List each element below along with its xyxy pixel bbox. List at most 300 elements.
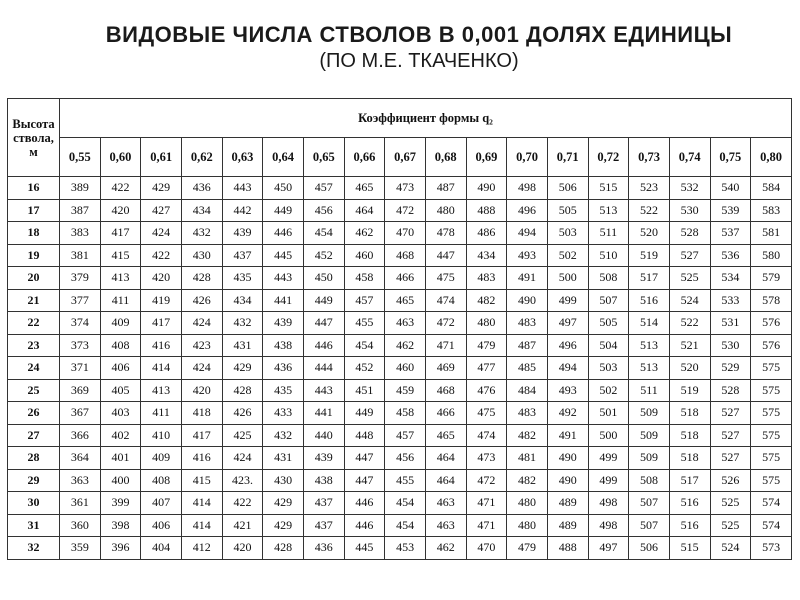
value-cell: 422: [100, 177, 141, 200]
value-cell: 457: [385, 424, 426, 447]
value-cell: 531: [710, 312, 751, 335]
value-cell: 488: [547, 537, 588, 560]
value-cell: 480: [466, 312, 507, 335]
column-header: 0,66: [344, 138, 385, 177]
value-cell: 434: [222, 289, 263, 312]
value-cell: 446: [344, 514, 385, 537]
value-cell: 361: [60, 492, 101, 515]
column-header: 0,70: [507, 138, 548, 177]
value-cell: 497: [588, 537, 629, 560]
value-cell: 438: [303, 469, 344, 492]
value-cell: 496: [507, 199, 548, 222]
value-cell: 462: [425, 537, 466, 560]
column-header: 0,64: [263, 138, 304, 177]
value-cell: 518: [669, 402, 710, 425]
value-cell: 447: [303, 312, 344, 335]
value-cell: 580: [751, 244, 792, 267]
value-cell: 411: [100, 289, 141, 312]
column-header: 0,65: [303, 138, 344, 177]
value-cell: 496: [547, 334, 588, 357]
value-cell: 449: [303, 289, 344, 312]
value-cell: 446: [263, 222, 304, 245]
value-cell: 482: [466, 289, 507, 312]
value-cell: 573: [751, 537, 792, 560]
value-cell: 430: [263, 469, 304, 492]
value-cell: 364: [60, 447, 101, 470]
value-cell: 510: [588, 244, 629, 267]
value-cell: 415: [100, 244, 141, 267]
value-cell: 454: [385, 492, 426, 515]
value-cell: 450: [303, 267, 344, 290]
value-cell: 459: [385, 379, 426, 402]
value-cell: 449: [263, 199, 304, 222]
row-height-cell: 32: [8, 537, 60, 560]
table-body: [8, 177, 792, 560]
column-header: 0,60: [100, 138, 141, 177]
value-cell: 420: [141, 267, 182, 290]
value-cell: 524: [710, 537, 751, 560]
column-header: 0,74: [669, 138, 710, 177]
row-height-cell: 27: [8, 424, 60, 447]
value-cell: 499: [588, 447, 629, 470]
value-cell: 502: [547, 244, 588, 267]
value-cell: 481: [507, 447, 548, 470]
value-cell: 490: [547, 469, 588, 492]
value-cell: 407: [141, 492, 182, 515]
value-cell: 490: [466, 177, 507, 200]
value-cell: 409: [141, 447, 182, 470]
value-cell: 579: [751, 267, 792, 290]
value-cell: 417: [100, 222, 141, 245]
value-cell: 381: [60, 244, 101, 267]
column-header: 0,71: [547, 138, 588, 177]
value-cell: 575: [751, 402, 792, 425]
column-header: 0,75: [710, 138, 751, 177]
value-cell: 422: [222, 492, 263, 515]
value-cell: 409: [100, 312, 141, 335]
value-cell: 575: [751, 447, 792, 470]
value-cell: 424: [181, 312, 222, 335]
value-cell: 446: [303, 334, 344, 357]
value-cell: 457: [344, 289, 385, 312]
value-cell: 518: [669, 424, 710, 447]
value-cell: 483: [507, 402, 548, 425]
value-cell: 508: [629, 469, 670, 492]
value-cell: 452: [303, 244, 344, 267]
column-header: 0,73: [629, 138, 670, 177]
row-height-cell: 25: [8, 379, 60, 402]
value-cell: 359: [60, 537, 101, 560]
value-cell: 486: [466, 222, 507, 245]
value-cell: 581: [751, 222, 792, 245]
row-height-cell: 20: [8, 267, 60, 290]
value-cell: 516: [669, 492, 710, 515]
value-cell: 426: [222, 402, 263, 425]
table-row: [8, 379, 792, 402]
value-cell: 418: [181, 402, 222, 425]
value-cell: 485: [507, 357, 548, 380]
row-height-cell: 29: [8, 469, 60, 492]
value-cell: 455: [385, 469, 426, 492]
value-cell: 533: [710, 289, 751, 312]
value-cell: 509: [629, 447, 670, 470]
value-cell: 528: [669, 222, 710, 245]
value-cell: 389: [60, 177, 101, 200]
value-cell: 525: [710, 514, 751, 537]
value-cell: 445: [263, 244, 304, 267]
value-cell: 527: [710, 402, 751, 425]
value-cell: 479: [466, 334, 507, 357]
table-row: [8, 199, 792, 222]
value-cell: 523: [629, 177, 670, 200]
column-header: 0,55: [60, 138, 101, 177]
value-cell: 460: [385, 357, 426, 380]
page-subtitle: (ПО М.Е. ТКАЧЕНКО): [319, 50, 519, 72]
coef-header: Коэффициент формы q₂: [60, 99, 792, 138]
value-cell: 518: [669, 447, 710, 470]
value-cell: 458: [344, 267, 385, 290]
column-header: 0,80: [751, 138, 792, 177]
value-cell: 530: [669, 199, 710, 222]
value-cell: 396: [100, 537, 141, 560]
table-row: [8, 177, 792, 200]
value-cell: 441: [263, 289, 304, 312]
value-cell: 371: [60, 357, 101, 380]
value-cell: 463: [425, 492, 466, 515]
value-cell: 480: [507, 492, 548, 515]
value-cell: 449: [344, 402, 385, 425]
value-cell: 360: [60, 514, 101, 537]
value-cell: 436: [303, 537, 344, 560]
value-cell: 431: [263, 447, 304, 470]
value-cell: 439: [303, 447, 344, 470]
column-header: 0,63: [222, 138, 263, 177]
value-cell: 519: [629, 244, 670, 267]
value-cell: 464: [425, 469, 466, 492]
value-cell: 525: [710, 492, 751, 515]
value-cell: 413: [100, 267, 141, 290]
value-cell: 536: [710, 244, 751, 267]
value-cell: 437: [303, 514, 344, 537]
page-title: ВИДОВЫЕ ЧИСЛА СТВОЛОВ В 0,001 ДОЛЯХ ЕДИНИЦЫ: [105, 22, 733, 47]
value-cell: 398: [100, 514, 141, 537]
value-cell: 500: [547, 267, 588, 290]
value-cell: 521: [669, 334, 710, 357]
table-row: [8, 469, 792, 492]
value-cell: 471: [425, 334, 466, 357]
table-row: [8, 267, 792, 290]
value-cell: 408: [141, 469, 182, 492]
value-cell: 501: [588, 402, 629, 425]
value-cell: 367: [60, 402, 101, 425]
value-cell: 453: [385, 537, 426, 560]
table-row: [8, 402, 792, 425]
table-row: [8, 424, 792, 447]
table-row: [8, 334, 792, 357]
value-cell: 446: [344, 492, 385, 515]
value-cell: 434: [181, 199, 222, 222]
value-cell: 410: [141, 424, 182, 447]
value-cell: 509: [629, 424, 670, 447]
value-cell: 444: [303, 357, 344, 380]
value-cell: 511: [588, 222, 629, 245]
form-factor-table: [7, 98, 792, 560]
value-cell: 366: [60, 424, 101, 447]
value-cell: 363: [60, 469, 101, 492]
value-cell: 527: [669, 244, 710, 267]
value-cell: 462: [344, 222, 385, 245]
value-cell: 406: [100, 357, 141, 380]
value-cell: 445: [344, 537, 385, 560]
value-cell: 428: [181, 267, 222, 290]
value-cell: 575: [751, 424, 792, 447]
value-cell: 488: [466, 199, 507, 222]
value-cell: 464: [425, 447, 466, 470]
value-cell: 524: [669, 289, 710, 312]
value-cell: 479: [507, 537, 548, 560]
value-cell: 498: [588, 492, 629, 515]
column-header: 0,72: [588, 138, 629, 177]
value-cell: 441: [303, 402, 344, 425]
row-height-cell: 23: [8, 334, 60, 357]
value-cell: 498: [588, 514, 629, 537]
value-cell: 422: [141, 244, 182, 267]
column-header: 0,61: [141, 138, 182, 177]
value-cell: 463: [425, 514, 466, 537]
value-cell: 499: [588, 469, 629, 492]
value-cell: 489: [547, 514, 588, 537]
value-cell: 436: [181, 177, 222, 200]
value-cell: 408: [100, 334, 141, 357]
value-cell: 373: [60, 334, 101, 357]
value-cell: 539: [710, 199, 751, 222]
row-height-cell: 31: [8, 514, 60, 537]
value-cell: 414: [141, 357, 182, 380]
value-cell: 515: [588, 177, 629, 200]
row-height-cell: 24: [8, 357, 60, 380]
value-cell: 491: [507, 267, 548, 290]
value-cell: 425: [222, 424, 263, 447]
value-cell: 443: [222, 177, 263, 200]
value-cell: 468: [385, 244, 426, 267]
value-cell: 383: [60, 222, 101, 245]
value-cell: 492: [547, 402, 588, 425]
column-header: 0,68: [425, 138, 466, 177]
value-cell: 514: [629, 312, 670, 335]
value-cell: 400: [100, 469, 141, 492]
value-cell: 428: [263, 537, 304, 560]
value-cell: 455: [344, 312, 385, 335]
value-cell: 454: [344, 334, 385, 357]
value-cell: 532: [669, 177, 710, 200]
value-cell: 437: [222, 244, 263, 267]
value-cell: 527: [710, 447, 751, 470]
value-cell: 513: [588, 199, 629, 222]
value-cell: 474: [466, 424, 507, 447]
row-height-cell: 26: [8, 402, 60, 425]
value-cell: 472: [385, 199, 426, 222]
value-cell: 507: [629, 514, 670, 537]
value-cell: 527: [710, 424, 751, 447]
value-cell: 412: [181, 537, 222, 560]
value-cell: 525: [669, 267, 710, 290]
value-cell: 503: [547, 222, 588, 245]
value-cell: 494: [547, 357, 588, 380]
value-cell: 423.: [222, 469, 263, 492]
value-cell: 468: [425, 379, 466, 402]
value-cell: 522: [669, 312, 710, 335]
value-cell: 574: [751, 514, 792, 537]
table-row: [8, 312, 792, 335]
value-cell: 432: [263, 424, 304, 447]
value-cell: 427: [141, 199, 182, 222]
value-cell: 420: [181, 379, 222, 402]
value-cell: 432: [222, 312, 263, 335]
value-cell: 526: [710, 469, 751, 492]
value-cell: 515: [669, 537, 710, 560]
column-header: 0,62: [181, 138, 222, 177]
value-cell: 424: [222, 447, 263, 470]
table-row: [8, 222, 792, 245]
value-cell: 423: [181, 334, 222, 357]
value-cell: 584: [751, 177, 792, 200]
table-row: [8, 289, 792, 312]
value-cell: 505: [588, 312, 629, 335]
value-cell: 484: [507, 379, 548, 402]
table-row: [8, 447, 792, 470]
value-cell: 522: [629, 199, 670, 222]
value-cell: 430: [181, 244, 222, 267]
value-cell: 466: [385, 267, 426, 290]
value-cell: 443: [263, 267, 304, 290]
header-row-top: [8, 99, 792, 138]
value-cell: 473: [466, 447, 507, 470]
value-cell: 490: [507, 289, 548, 312]
value-cell: 458: [385, 402, 426, 425]
value-cell: 475: [425, 267, 466, 290]
row-height-cell: 30: [8, 492, 60, 515]
value-cell: 575: [751, 379, 792, 402]
value-cell: 431: [222, 334, 263, 357]
value-cell: 438: [263, 334, 304, 357]
value-cell: 465: [385, 289, 426, 312]
value-cell: 420: [100, 199, 141, 222]
value-cell: 498: [507, 177, 548, 200]
value-cell: 439: [222, 222, 263, 245]
value-cell: 493: [507, 244, 548, 267]
value-cell: 507: [588, 289, 629, 312]
value-cell: 406: [141, 514, 182, 537]
row-height-cell: 17: [8, 199, 60, 222]
value-cell: 464: [344, 199, 385, 222]
value-cell: 402: [100, 424, 141, 447]
value-cell: 466: [425, 402, 466, 425]
value-cell: 377: [60, 289, 101, 312]
value-cell: 454: [385, 514, 426, 537]
value-cell: 413: [141, 379, 182, 402]
value-cell: 414: [181, 514, 222, 537]
value-cell: 463: [385, 312, 426, 335]
value-cell: 456: [385, 447, 426, 470]
value-cell: 517: [629, 267, 670, 290]
value-cell: 465: [425, 424, 466, 447]
value-cell: 574: [751, 492, 792, 515]
value-cell: 475: [466, 402, 507, 425]
value-cell: 497: [547, 312, 588, 335]
value-cell: 447: [344, 447, 385, 470]
value-cell: 448: [344, 424, 385, 447]
value-cell: 487: [507, 334, 548, 357]
table-row: [8, 357, 792, 380]
row-height-cell: 22: [8, 312, 60, 335]
value-cell: 530: [710, 334, 751, 357]
value-cell: 528: [710, 379, 751, 402]
table-row: [8, 537, 792, 560]
value-cell: 443: [303, 379, 344, 402]
value-cell: 490: [547, 447, 588, 470]
value-cell: 540: [710, 177, 751, 200]
column-header: 0,67: [385, 138, 426, 177]
value-cell: 433: [263, 402, 304, 425]
value-cell: 469: [425, 357, 466, 380]
value-cell: 575: [751, 469, 792, 492]
value-cell: 426: [181, 289, 222, 312]
value-cell: 417: [141, 312, 182, 335]
value-cell: 450: [263, 177, 304, 200]
table-row: [8, 514, 792, 537]
value-cell: 520: [629, 222, 670, 245]
value-cell: 489: [547, 492, 588, 515]
value-cell: 436: [263, 357, 304, 380]
value-cell: 435: [263, 379, 304, 402]
value-cell: 493: [547, 379, 588, 402]
value-cell: 516: [629, 289, 670, 312]
row-header-label: Высота ствола, м: [8, 99, 60, 177]
value-cell: 417: [181, 424, 222, 447]
value-cell: 419: [141, 289, 182, 312]
value-cell: 411: [141, 402, 182, 425]
value-cell: 472: [425, 312, 466, 335]
value-cell: 534: [710, 267, 751, 290]
row-height-cell: 21: [8, 289, 60, 312]
value-cell: 583: [751, 199, 792, 222]
value-cell: 452: [344, 357, 385, 380]
value-cell: 483: [507, 312, 548, 335]
value-cell: 424: [181, 357, 222, 380]
table-container: [7, 98, 792, 560]
value-cell: 471: [466, 514, 507, 537]
value-cell: 511: [629, 379, 670, 402]
value-cell: 487: [425, 177, 466, 200]
value-cell: 519: [669, 379, 710, 402]
value-cell: 416: [181, 447, 222, 470]
value-cell: 578: [751, 289, 792, 312]
value-cell: 429: [141, 177, 182, 200]
value-cell: 424: [141, 222, 182, 245]
value-cell: 507: [629, 492, 670, 515]
value-cell: 439: [263, 312, 304, 335]
value-cell: 428: [222, 379, 263, 402]
value-cell: 460: [344, 244, 385, 267]
value-cell: 399: [100, 492, 141, 515]
value-cell: 421: [222, 514, 263, 537]
value-cell: 482: [507, 469, 548, 492]
value-cell: 462: [385, 334, 426, 357]
value-cell: 415: [181, 469, 222, 492]
value-cell: 503: [588, 357, 629, 380]
value-cell: 513: [629, 357, 670, 380]
row-height-cell: 18: [8, 222, 60, 245]
